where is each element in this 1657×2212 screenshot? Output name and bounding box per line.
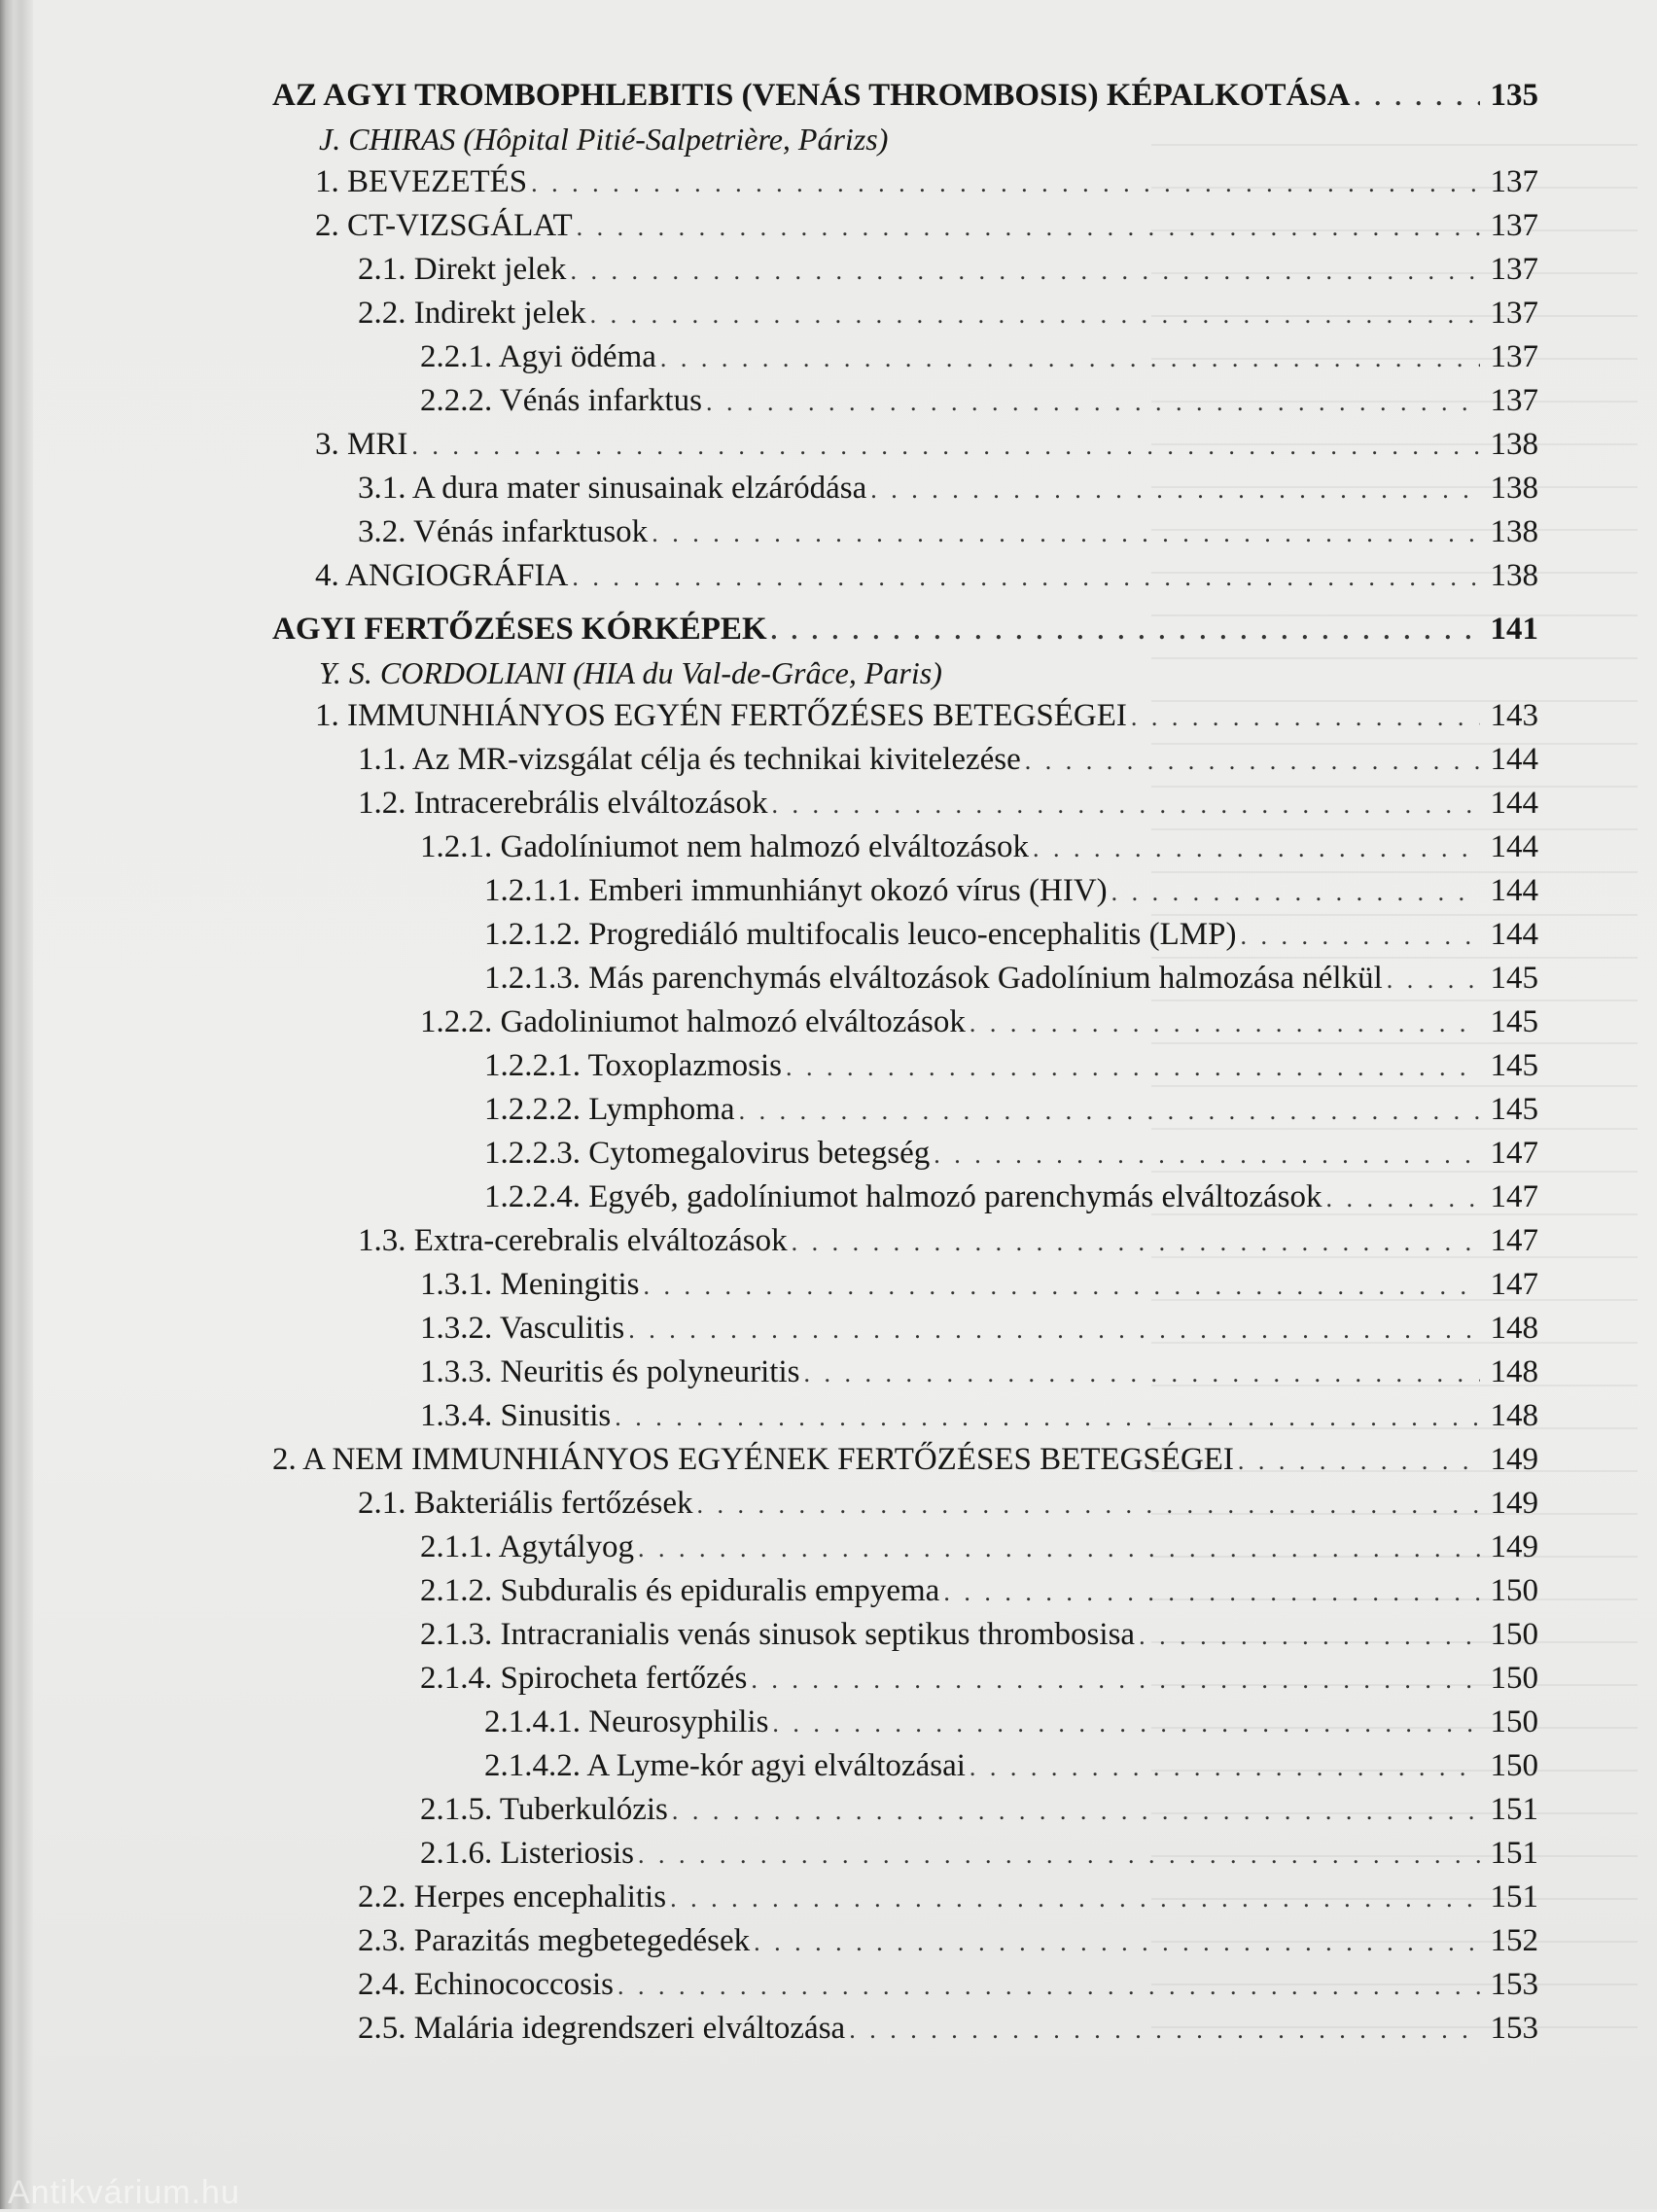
leader-dots <box>570 249 1480 293</box>
entry-title: 1.1. Az MR-vizsgálat célja és technikai kivitelezése <box>358 742 1021 777</box>
entry-title: 2.1.6. Listeriosis <box>420 1836 634 1871</box>
page-number: 150 <box>1490 1704 1538 1739</box>
entry-title: 1.2.1.3. Más parenchymás elváltozások Gadolínium halmozása nélkül <box>484 961 1383 996</box>
page-number: 152 <box>1490 1923 1538 1958</box>
entry-title: 1.3. Extra-cerebralis elváltozások <box>358 1223 788 1258</box>
page-number: 148 <box>1490 1354 1538 1389</box>
toc-entry[interactable] <box>272 1088 1538 1132</box>
leader-dots <box>1025 739 1480 783</box>
page-number: 137 <box>1490 252 1538 287</box>
toc-entry[interactable] <box>272 1919 1538 1963</box>
page-number: 143 <box>1490 698 1538 733</box>
entry-title: 3.1. A dura mater sinusainak elzáródása <box>358 471 867 506</box>
toc-entry[interactable] <box>272 913 1538 957</box>
page-number: 144 <box>1490 829 1538 864</box>
entry-title: 2.1.4.1. Neurosyphilis <box>484 1704 769 1739</box>
toc-entry[interactable] <box>272 1001 1538 1044</box>
entry-title: 1.2.1.1. Emberi immunhiányt okozó vírus (HIV) <box>484 873 1108 908</box>
entry-title: 2. A NEM IMMUNHIÁNYOS EGYÉNEK FERTŐZÉSES BETEGSÉGEI <box>272 1442 1234 1477</box>
entry-title: 2.5. Malária idegrendszeri elváltozása <box>358 2011 846 2046</box>
toc-entry[interactable] <box>272 869 1538 913</box>
leader-dots <box>792 1220 1480 1264</box>
page-number: 147 <box>1490 1267 1538 1302</box>
leader-dots <box>1033 826 1480 870</box>
leader-dots <box>934 1133 1480 1176</box>
toc-entry[interactable] <box>272 1263 1538 1307</box>
toc-entry[interactable] <box>272 957 1538 1001</box>
entry-title: 3. MRI <box>315 427 408 462</box>
entry-title: 1. IMMUNHIÁNYOS EGYÉN FERTŐZÉSES BETEGSÉGEI <box>315 698 1127 733</box>
page-number: 150 <box>1490 1661 1538 1696</box>
toc-entry[interactable] <box>272 292 1538 335</box>
leader-dots <box>1241 914 1481 958</box>
page-number: 149 <box>1490 1486 1538 1521</box>
toc-entry[interactable] <box>272 379 1538 423</box>
chapter-author: J. CHIRAS (Hôpital Pitié-Salpetrière, Párizs) <box>319 122 889 157</box>
leader-dots <box>739 1089 1480 1133</box>
page-number: 150 <box>1490 1617 1538 1652</box>
page-number: 149 <box>1490 1442 1538 1477</box>
entry-title: 2.2.1. Agyi ödéma <box>420 339 656 374</box>
page-number: 153 <box>1490 1967 1538 2002</box>
toc-entry[interactable] <box>272 1569 1538 1613</box>
toc-entry[interactable] <box>272 782 1538 825</box>
page-number: 138 <box>1490 427 1538 462</box>
page-number: 147 <box>1490 1136 1538 1171</box>
page-number: 148 <box>1490 1398 1538 1433</box>
leader-dots <box>1131 695 1480 739</box>
leader-dots <box>628 1308 1480 1352</box>
leader-dots <box>706 380 1480 424</box>
entry-title: 2.1.4.2. A Lyme-kór agyi elváltozásai <box>484 1748 966 1783</box>
entry-title: 2.1. Direkt jelek <box>358 252 567 287</box>
section-title: AGYI FERTŐZÉSES KÓRKÉPEK <box>272 612 767 647</box>
entry-title: 2.1.4. Spirocheta fertőzés <box>420 1661 748 1696</box>
entry-title: 2.4. Echinococcosis <box>358 1967 615 2002</box>
toc-section <box>272 608 1538 2051</box>
leader-dots <box>1354 75 1480 119</box>
toc-entry[interactable] <box>272 1963 1538 2007</box>
page-number: 145 <box>1490 1004 1538 1039</box>
toc-entry[interactable] <box>272 335 1538 379</box>
page-number: 135 <box>1490 78 1538 113</box>
toc-entry[interactable] <box>272 1132 1538 1176</box>
leader-dots <box>638 1527 1480 1570</box>
table-of-contents <box>272 74 1538 2051</box>
page-number: 144 <box>1490 786 1538 821</box>
leader-dots <box>1139 1614 1480 1658</box>
leader-dots <box>644 1264 1480 1308</box>
toc-entry[interactable] <box>272 160 1538 204</box>
page-number: 150 <box>1490 1573 1538 1608</box>
page-number: 151 <box>1490 1879 1538 1914</box>
page-number: 137 <box>1490 296 1538 331</box>
leader-dots <box>849 2008 1480 2052</box>
leader-dots <box>772 1702 1480 1745</box>
toc-entry[interactable] <box>272 1701 1538 1744</box>
entry-title: 1.2.2. Gadoliniumot halmozó elváltozások <box>420 1004 966 1039</box>
leader-dots <box>615 1395 1480 1439</box>
leader-dots <box>411 424 1480 468</box>
page-number: 147 <box>1490 1223 1538 1258</box>
page-number: 151 <box>1490 1836 1538 1871</box>
page-number: 144 <box>1490 873 1538 908</box>
watermark: Antikvárium.hu <box>8 2174 240 2211</box>
entry-title: 2.1.5. Tuberkulózis <box>420 1792 668 1827</box>
page-number: 141 <box>1490 612 1538 647</box>
entry-title: 1.2.2.2. Lymphoma <box>484 1092 735 1127</box>
toc-entry[interactable] <box>272 1744 1538 1788</box>
entry-title: 4. ANGIOGRÁFIA <box>315 558 569 593</box>
entry-title: 1.3.3. Neuritis és polyneuritis <box>420 1354 800 1389</box>
page-number: 138 <box>1490 514 1538 549</box>
leader-dots <box>672 1789 1480 1833</box>
leader-dots <box>1387 958 1480 1001</box>
entry-title: 1.2.2.3. Cytomegalovirus betegség <box>484 1136 931 1171</box>
entry-title: 2.2. Indirekt jelek <box>358 296 586 331</box>
toc-entry[interactable] <box>272 510 1538 554</box>
toc-entry[interactable] <box>272 1438 1538 1482</box>
leader-dots <box>660 336 1480 380</box>
entry-title: 1.3.4. Sinusitis <box>420 1398 612 1433</box>
leader-dots <box>751 1658 1480 1702</box>
leader-dots <box>754 1920 1480 1964</box>
chapter-author: Y. S. CORDOLIANI (HIA du Val-de-Grâce, Paris) <box>319 655 942 690</box>
page-number: 138 <box>1490 471 1538 506</box>
toc-entry[interactable] <box>272 825 1538 869</box>
leader-dots <box>970 1745 1480 1789</box>
toc-entry[interactable] <box>272 1482 1538 1526</box>
page-number: 151 <box>1490 1792 1538 1827</box>
entry-title: 2.1. Bakteriális fertőzések <box>358 1486 693 1521</box>
page-number: 149 <box>1490 1529 1538 1564</box>
section-heading[interactable] <box>272 608 1538 651</box>
toc-entry[interactable] <box>272 694 1538 738</box>
leader-dots <box>590 293 1480 336</box>
leader-dots <box>870 468 1480 511</box>
toc-entry[interactable] <box>272 738 1538 782</box>
page-edge <box>0 0 33 2209</box>
toc-entry[interactable] <box>272 1044 1538 1088</box>
entry-title: 1.2.2.4. Egyéb, gadolíniumot halmozó parenchymás elváltozások <box>484 1179 1322 1214</box>
toc-entry[interactable] <box>272 1307 1538 1351</box>
leader-dots <box>697 1483 1480 1527</box>
toc-entry[interactable] <box>272 467 1538 510</box>
leader-dots <box>577 205 1480 249</box>
entry-title: 1.3.1. Meningitis <box>420 1267 640 1302</box>
entry-title: 2. CT-VIZSGÁLAT <box>315 208 573 243</box>
toc-entry[interactable] <box>272 1394 1538 1438</box>
entry-title: 2.1.3. Intracranialis venás sinusok septikus thrombosisa <box>420 1617 1136 1652</box>
entry-title: 1.2.1.2. Progrediáló multifocalis leuco-encephalitis (LMP) <box>484 917 1237 952</box>
toc-entry[interactable] <box>272 1657 1538 1701</box>
toc-entry[interactable] <box>272 2007 1538 2051</box>
leader-dots <box>572 555 1480 599</box>
entry-title: 2.2. Herpes encephalitis <box>358 1879 667 1914</box>
toc-entry[interactable] <box>272 1526 1538 1569</box>
toc-entry[interactable] <box>272 1613 1538 1657</box>
entry-title: 1.2.2.1. Toxoplazmosis <box>484 1048 782 1083</box>
leader-dots <box>531 161 1480 205</box>
toc-entry[interactable] <box>272 554 1538 598</box>
toc-entry[interactable] <box>272 423 1538 467</box>
entry-title: 3.2. Vénás infarktusok <box>358 514 649 549</box>
page-number: 137 <box>1490 164 1538 199</box>
page-number: 137 <box>1490 383 1538 418</box>
page-number: 145 <box>1490 961 1538 996</box>
leader-dots <box>1238 1439 1480 1483</box>
toc-entry[interactable] <box>272 1176 1538 1219</box>
section-heading[interactable] <box>272 74 1538 118</box>
page-number: 144 <box>1490 917 1538 952</box>
page-number: 153 <box>1490 2011 1538 2046</box>
entry-title: 2.1.2. Subduralis és epiduralis empyema <box>420 1573 940 1608</box>
page-number: 138 <box>1490 558 1538 593</box>
leader-dots <box>652 511 1480 555</box>
page-number: 137 <box>1490 339 1538 374</box>
page-number: 145 <box>1490 1048 1538 1083</box>
leader-dots <box>786 1045 1480 1089</box>
entry-title: 2.2.2. Vénás infarktus <box>420 383 702 418</box>
page-number: 144 <box>1490 742 1538 777</box>
toc-entry[interactable] <box>272 1788 1538 1832</box>
leader-dots <box>943 1570 1480 1614</box>
leader-dots <box>670 1877 1480 1920</box>
page-number: 148 <box>1490 1311 1538 1346</box>
toc-entry[interactable] <box>272 248 1538 292</box>
section-gap <box>272 598 1538 608</box>
entry-title: 1.3.2. Vasculitis <box>420 1311 625 1346</box>
entry-title: 2.1.1. Agytályog <box>420 1529 634 1564</box>
leader-dots <box>803 1352 1480 1395</box>
page-number: 137 <box>1490 208 1538 243</box>
toc-entry[interactable] <box>272 1832 1538 1876</box>
entry-title: 2.3. Parazitás megbetegedések <box>358 1923 751 1958</box>
toc-entry[interactable] <box>272 1219 1538 1263</box>
leader-dots <box>638 1833 1480 1877</box>
leader-dots <box>617 1964 1480 2008</box>
page-number: 150 <box>1490 1748 1538 1783</box>
toc-entry[interactable] <box>272 1351 1538 1394</box>
page-number: 145 <box>1490 1092 1538 1127</box>
entry-title: 1.2.1. Gadolíniumot nem halmozó elváltozások <box>420 829 1029 864</box>
leader-dots <box>1325 1176 1480 1220</box>
leader-dots <box>771 783 1480 826</box>
leader-dots <box>970 1001 1480 1045</box>
entry-title: 1.2. Intracerebrális elváltozások <box>358 786 768 821</box>
leader-dots <box>1111 870 1480 914</box>
toc-section <box>272 74 1538 598</box>
entry-title: 1. BEVEZETÉS <box>315 164 528 199</box>
section-title: AZ AGYI TROMBOPHLEBITIS (VENÁS THROMBOSIS) KÉPALKOTÁSA <box>272 78 1351 113</box>
leader-dots <box>771 609 1480 652</box>
page-number: 147 <box>1490 1179 1538 1214</box>
toc-entry[interactable] <box>272 1876 1538 1919</box>
toc-entry[interactable] <box>272 204 1538 248</box>
